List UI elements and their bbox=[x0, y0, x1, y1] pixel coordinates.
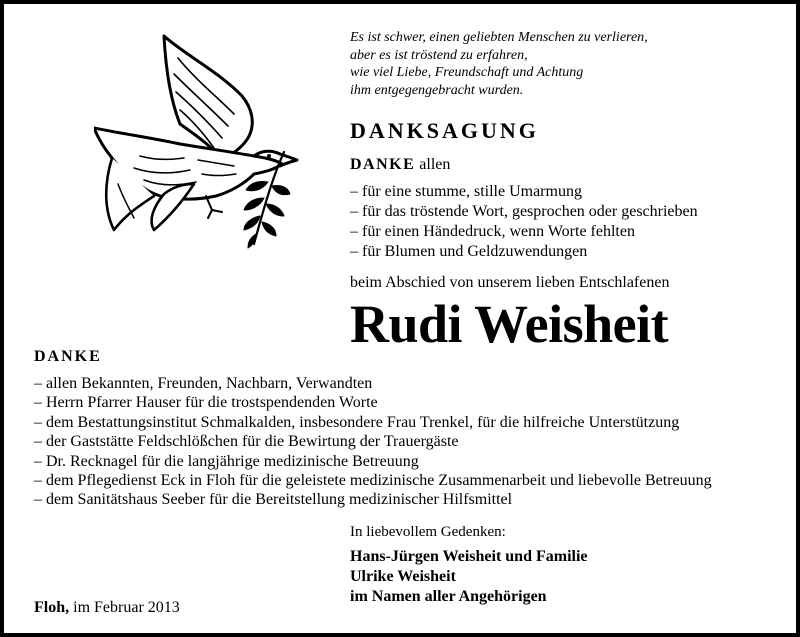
page-title: DANKSAGUNG bbox=[350, 118, 539, 143]
place-date-text: im Februar 2013 bbox=[69, 599, 180, 616]
list-item: – Dr. Recknagel für die langjährige medizinische Betreuung bbox=[34, 452, 419, 470]
quote-line: Es ist schwer, einen geliebten Menschen zu verlieren, bbox=[350, 30, 648, 45]
list-item: – für einen Händedruck, wenn Worte fehlten bbox=[350, 223, 635, 240]
list-item: – dem Bestattungsinstitut Schmalkalden, insbesondere Frau Trenkel, für die hilfreiche Unterstützung bbox=[34, 413, 680, 431]
quote-line: ihm entgegengebracht wurden. bbox=[350, 82, 524, 98]
farewell-line: beim Abschied von unserem lieben Entschlafenen bbox=[350, 274, 670, 291]
place-date bbox=[34, 599, 180, 617]
second-thanks-list bbox=[34, 374, 712, 510]
second-thanks-heading: DANKE bbox=[34, 348, 102, 365]
list-item: – dem Pflegedienst Eck in Floh für die geleistete medizinische Zusammenarbeit und liebevolle Betreuung bbox=[34, 472, 712, 490]
thanks-intro-caps: DANKE bbox=[350, 156, 416, 173]
memory-line: In liebevollem Gedenken: bbox=[350, 524, 506, 540]
list-item: – der Gaststätte Feldschlößchen für die Bewirtung der Trauergäste bbox=[34, 433, 459, 451]
list-item: – Herrn Pfarrer Hauser für die trostspendenden Worte bbox=[34, 394, 378, 412]
thanks-list bbox=[350, 182, 698, 262]
signer: im Namen aller Angehörigen bbox=[350, 588, 547, 605]
signer: Ulrike Weisheit bbox=[350, 568, 456, 585]
quote-line: aber es ist tröstend zu erfahren, bbox=[350, 47, 528, 63]
thanks-intro-rest: allen bbox=[415, 156, 451, 173]
condolence-quote bbox=[350, 29, 648, 99]
list-item: – dem Sanitätshaus Seeber für die Bereitstellung medizinischer Hilfsmittel bbox=[34, 491, 513, 509]
list-item: – allen Bekannten, Freunden, Nachbarn, Verwandten bbox=[34, 375, 373, 392]
deceased-name: Rudi Weisheit bbox=[350, 294, 669, 354]
list-item: – für eine stumme, stille Umarmung bbox=[350, 183, 582, 200]
place-city: Floh, bbox=[34, 599, 70, 616]
list-item: – für Blumen und Geldzuwendungen bbox=[350, 243, 588, 260]
dove-with-olive-branch-icon bbox=[94, 34, 299, 249]
signer: Hans-Jürgen Weisheit und Familie bbox=[350, 548, 588, 565]
list-item: – für das tröstende Wort, gesprochen oder geschrieben bbox=[350, 203, 698, 220]
thanks-intro bbox=[350, 156, 450, 174]
quote-line: wie viel Liebe, Freundschaft und Achtung bbox=[350, 65, 584, 80]
signers-block bbox=[350, 547, 588, 607]
